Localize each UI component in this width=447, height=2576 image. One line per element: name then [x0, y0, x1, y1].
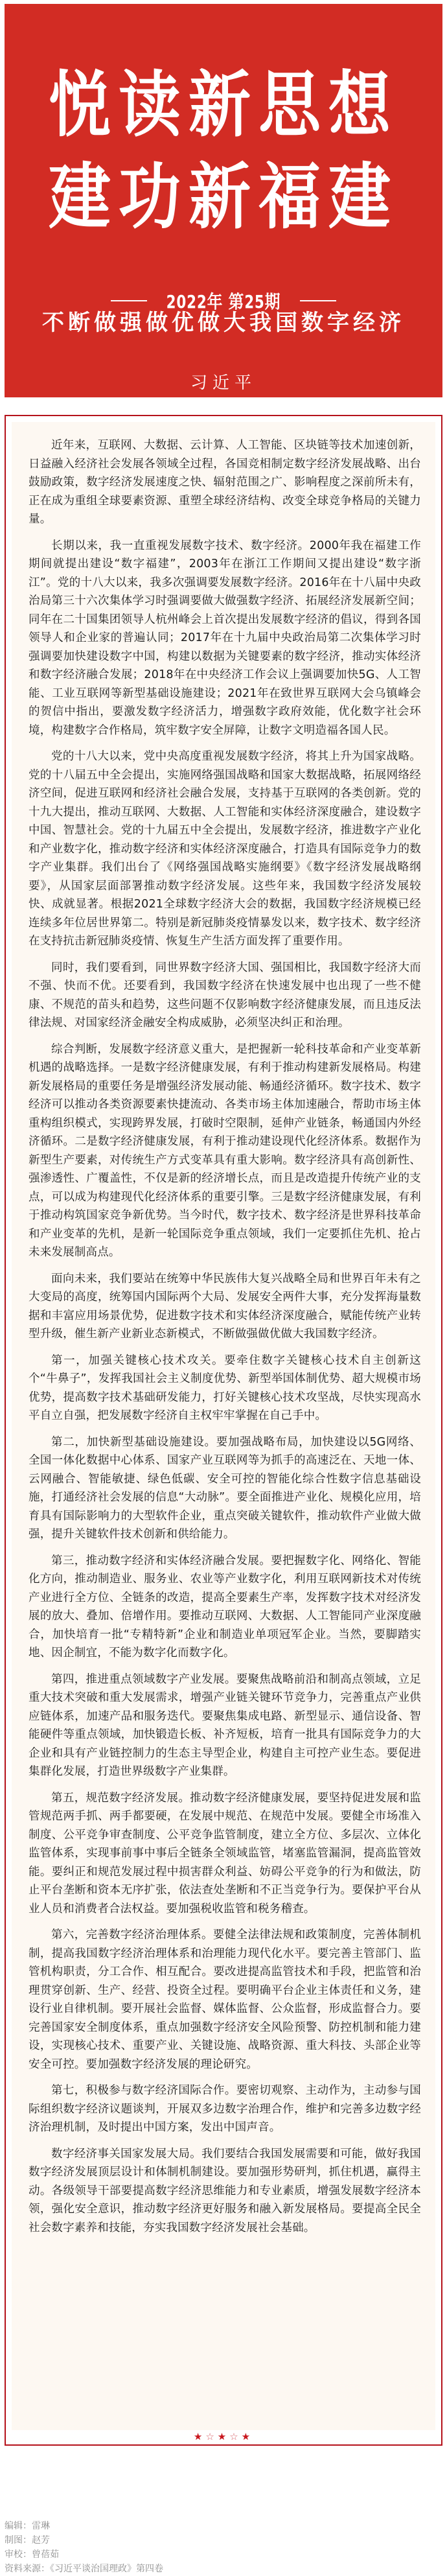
paragraph: 近年来，互联网、大数据、云计算、人工智能、区块链等技术加速创新，日益融入经济社会发展各领域全过程，各国竞相制定数字经济发展战略、出台鼓励政策，数字经济发展速度之快、辐射范围之广、影响程度之深前所未有，正在成为重组全球要素资源、重塑全球经济结构、改变全球竞争格局的关键力量。 [29, 439, 421, 526]
star-hollow-icon: ☆ [205, 2431, 218, 2442]
left-rule-divider [111, 300, 147, 301]
star-filled-icon: ★ [193, 2431, 206, 2442]
paragraph: 长期以来，我一直重视发展数字技术、数字经济。2000年我在福建工作期间就提出建设“数字福建”，2003年在浙江工作期间又提出建设“数字浙江”。党的十八大以来，我多次强调要发展数字经济。2016年在十八届中央政治局第三十六次集体学习时强调要做大做强数字经济、拓展经济发展新空间；同年在二十国集团领导人杭州峰会上首次提出发展数字经济的倡议，得到各国领导人和企业家的普遍认同；2017年在十九届中央政治局第二次集体学习时强调要加快建设数字中国，构建以数据为关键要素的数字经济，推动实体经济和数字经济融合发展；2018年在中央经济工作会议上强调要加快5G、人工智能、工业互联网等新型基础设施建设；2021年在致世界互联网大会乌镇峰会的贺信中指出，要激发数字经济活力，增强数字政府效能，优化数字社会环境，构建数字合作格局，筑牢数字安全屏障，让数字文明造福各国人民。 [29, 539, 421, 737]
credit-proofreader: 审校：曾蓓茹 [5, 2549, 59, 2560]
credit-editor: 编辑：雷琳 [5, 2521, 50, 2531]
paragraph: 党的十八大以来，党中央高度重视发展数字经济，将其上升为国家战略。党的十八届五中全会提出，实施网络强国战略和国家大数据战略，拓展网络经济空间，促进互联网和经济社会融合发展，支持基于互联网的各类创新。党的十九大提出，推动互联网、大数据、人工智能和实体经济深度融合，建设数字中国、智慧社会。党的十九届五中全会提出，发展数字经济，推进数字产业化和产业数字化，推动数字经济和实体经济深度融合，打造具有国际竞争力的数字产业集群。我们出台了《网络强国战略实施纲要》《数字经济发展战略纲要》，从国家层面部署推动数字经济发展。这些年来，我国数字经济发展较快、成就显著。根据2021全球数字经济大会的数据，我国数字经济规模已经连续多年位居世界第二。特别是新冠肺炎疫情暴发以来，数字技术、数字经济在支持抗击新冠肺炎疫情、恢复生产生活方面发挥了重要作用。 [29, 750, 421, 948]
paragraph: 第一，加强关键核心技术攻关。要牵住数字关键核心技术自主创新这个“牛鼻子”，发挥我国社会主义制度优势、新型举国体制优势、超大规模市场优势，提高数字技术基础研发能力，打好关键核心技术攻坚战，尽快实现高水平自立自强，把发展数字经济自主权牢牢掌握在自己手中。 [29, 1353, 421, 1422]
paragraph: 第三，推动数字经济和实体经济融合发展。要把握数字化、网络化、智能化方向，推动制造业、服务业、农业等产业数字化，利用互联网新技术对传统产业进行全方位、全链条的改造，提高全要素生产率，发挥数字技术对经济发展的放大、叠加、倍增作用。要推动互联网、大数据、人工智能同产业深度融合，加快培育一批“专精特新”企业和制造业单项冠军企业。当然，要脚踏实地、因企制宜，不能为数字化而数字化。 [29, 1554, 421, 1659]
paragraph: 同时，我们要看到，同世界数字经济大国、强国相比，我国数字经济大而不强、快而不优。还要看到，我国数字经济在快速发展中也出现了一些不健康、不规范的苗头和趋势，这些问题不仅影响数字经济健康发展，而且违反法律法规、对国家经济金融安全构成威胁，必须坚决纠正和治理。 [29, 961, 421, 1029]
paragraph: 第四，推进重点领域数字产业发展。要聚焦战略前沿和制高点领域，立足重大技术突破和重大发展需求，增强产业链关键环节竞争力，完善重点产业供应链体系，加速产品和服务迭代。要聚焦集成电路、新型显示、通信设备、智能硬件等重点领域，加快锻造长板、补齐短板，培育一批具有国际竞争力的大企业和具有产业链控制力的生态主导型企业，构建自主可控产业生态。要促进集群化发展，打造世界级数字产业集群。 [29, 1672, 421, 1778]
right-rule-divider [300, 300, 336, 301]
credits [5, 2519, 163, 2576]
credit-source: 资料来源：《习近平谈治国理政》第四卷 [5, 2564, 163, 2574]
star-divider [6, 2431, 441, 2442]
paragraph: 第二，加快新型基础设施建设。要加强战略布局，加快建设以5G网络、全国一体化数据中心体系、国家产业互联网等为抓手的高速泛在、天地一体、云网融合、智能敏捷、绿色低碳、安全可控的智能化综合性数字信息基础设施，打通经济社会发展的信息“大动脉”。要全面推进产业化、规模化应用，培育具有国际影响力的大型软件企业，重点突破关键软件，推动软件产业做大做强，提升关键软件技术创新和供给能力。 [29, 1435, 421, 1541]
banner-title-line1: 悦读新思想 [49, 63, 398, 147]
paragraph: 数字经济事关国家发展大局。我们要结合我国发展需要和可能，做好我国数字经济发展顶层设计和体制机制建设。要加强形势研判，抓住机遇，赢得主动。各级领导干部要提高数字经济思维能力和专业素质，增强发展数字经济本领，强化安全意识，推动数字经济更好服务和融入新发展格局。要提高全民全社会数字素养和技能，夯实我国数字经济发展社会基础。 [29, 2147, 421, 2234]
paragraph: 面向未来，我们要站在统筹中华民族伟大复兴战略全局和世界百年未有之大变局的高度，统筹国内国际两个大局、发展安全两件大事，充分发挥海量数据和丰富应用场景优势，促进数字技术和实体经济深度融合，赋能传统产业转型升级，催生新产业新业态新模式，不断做强做优做大我国数字经济。 [29, 1272, 421, 1341]
paragraph: 第六，完善数字经济治理体系。要健全法律法规和政策制度，完善体制机制，提高我国数字经济治理体系和治理能力现代化水平。要完善主管部门、监管机构职责，分工合作、相互配合。要改进提高监管技术和手段，把监管和治理贯穿创新、生产、经营、投资全过程。要明确平台企业主体责任和义务，建设行业自律机制。要开展社会监督、媒体监督、公众监督，形成监督合力。要完善国家安全制度体系，重点加强数字经济安全风险预警、防控机制和能力建设，实现核心技术、重要产业、关键设施、战略资源、重大科技、头部企业等安全可控。要加强数字经济发展的理论研究。 [29, 1928, 421, 2071]
star-filled-icon: ★ [241, 2431, 254, 2442]
star-filled-icon: ★ [217, 2431, 230, 2442]
credit-graphics: 制图：赵芳 [5, 2535, 50, 2546]
paragraph: 第五，规范数字经济发展。推动数字经济健康发展，要坚持促进发展和监管规范两手抓、两手都要硬，在发展中规范、在规范中发展。要健全市场准入制度、公平竞争审查制度、公平竞争监管制度，建立全方位、多层次、立体化监管体系，实现事前事中事后全链条全领域监管，堵塞监管漏洞，提高监管效能。要纠正和规范发展过程中损害群众利益、妨碍公平竞争的行为和做法，防止平台垄断和资本无序扩张，依法查处垄断和不正当竞争行为。要保护平台从业人员和消费者合法权益。要加强税收监管和税务稽查。 [29, 1791, 421, 1915]
article-panel [12, 422, 435, 2430]
banner-title-line2: 建功新福建 [49, 155, 398, 239]
article-title: 不断做强做优做大我国数字经济 [42, 310, 405, 336]
article-box [5, 415, 442, 2446]
article-body [29, 436, 421, 2245]
header-banner [5, 4, 442, 397]
paragraph: 综合判断，发展数字经济意义重大，是把握新一轮科技革命和产业变革新机遇的战略选择。一是数字经济健康发展，有利于推动构建新发展格局。构建新发展格局的重要任务是增强经济发展动能、畅通经济循环。数字技术、数字经济可以推动各类资源要素快捷流动、各类市场主体加速融合，帮助市场主体重构组织模式，实现跨界发展，打破时空限制，延伸产业链条，畅通国内外经济循环。二是数字经济健康发展，有利于推动建设现代化经济体系。数据作为新型生产要素，对传统生产方式变革具有重大影响。数字经济具有高创新性、强渗透性、广覆盖性，不仅是新的经济增长点，而且是改造提升传统产业的支点，可以成为构建现代化经济体系的重要引擎。三是数字经济健康发展，有利于推动构筑国家竞争新优势。当今时代，数字技术、数字经济是世界科技革命和产业变革的先机，是新一轮国际竞争重点领域，我们一定要抓住先机、抢占未来发展制高点。 [29, 1042, 421, 1259]
issue-number: 2022年 第25期 [166, 291, 281, 312]
article-author: 习近平 [190, 373, 257, 393]
star-hollow-icon: ☆ [229, 2431, 242, 2442]
paragraph: 第七，积极参与数字经济国际合作。要密切观察、主动作为，主动参与国际组织数字经济议题谈判，开展双多边数字治理合作，维护和完善多边数字经济治理机制，及时提出中国方案，发出中国声音。 [29, 2084, 421, 2134]
